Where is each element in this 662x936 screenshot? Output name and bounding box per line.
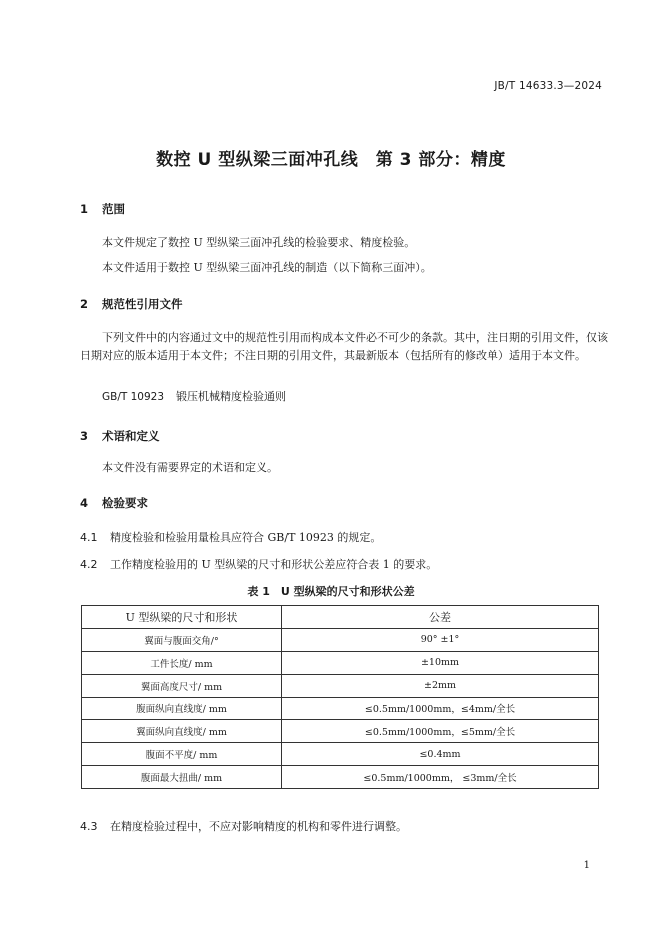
section-3-number: 3: [80, 429, 89, 443]
section-3-paragraph-1: 本文件没有需要界定的术语和定义。: [102, 461, 278, 474]
reference-title: 锻压机械精度检验通则: [176, 390, 287, 403]
section-4-title: 检验要求: [102, 496, 148, 510]
section-2-number: 2: [80, 297, 89, 311]
table-row: [82, 743, 599, 766]
table-caption: 表 1 U 型纵梁的尺寸和形状公差: [247, 585, 415, 598]
table-cell-item: 腹面纵向直线度/ mm: [82, 697, 282, 720]
table-cell-tolerance: ≤0.5mm/1000mm， ≤3mm/全长: [282, 766, 599, 789]
table-cell-item: 腹面不平度/ mm: [82, 743, 282, 766]
section-1-paragraph-2: 本文件适用于数控 U 型纵梁三面冲孔线的制造（以下简称三面冲）。: [102, 261, 432, 274]
table-cell-item: 腹面最大扭曲/ mm: [82, 766, 282, 789]
clause-4-1: [80, 529, 381, 545]
clause-4-3: [80, 818, 407, 834]
section-2-paragraph-1: 下列文件中的内容通过文中的规范性引用而构成本文件必不可少的条款。其中，注日期的引用文件，仅该日期对应的版本适用于本文件；不注日期的引用文件，其最新版本（包括所有的修改单）适用于本文件。: [80, 331, 608, 362]
page-number: 1: [583, 860, 590, 871]
table-row: [82, 651, 599, 674]
table-cell-tolerance: ±2mm: [282, 674, 599, 697]
clause-4-1-text: 精度检验和检验用量检具应符合 GB/T 10923 的规定。: [110, 531, 382, 544]
section-1-paragraph-1: 本文件规定了数控 U 型纵梁三面冲孔线的检验要求、精度检验。: [102, 236, 416, 249]
table-header-cell: 公差: [282, 606, 599, 629]
table-cell-tolerance: ≤0.5mm/1000mm，≤5mm/全长: [282, 720, 599, 743]
section-3-heading: [80, 428, 160, 444]
table-cell-item: 工件长度/ mm: [82, 651, 282, 674]
section-2-heading: [80, 296, 183, 312]
clause-4-3-number: 4.3: [80, 820, 98, 833]
tolerance-table: [81, 605, 599, 789]
standard-number: JB/T 14633.3—2024: [494, 80, 602, 92]
table-header-row: [82, 606, 599, 629]
table-cell-tolerance: ≤0.5mm/1000mm，≤4mm/全长: [282, 697, 599, 720]
table-header-cell: U 型纵梁的尺寸和形状: [82, 606, 282, 629]
table-cell-item: 翼面高度尺寸/ mm: [82, 674, 282, 697]
reference-code: GB/T 10923: [102, 391, 165, 403]
section-3-title: 术语和定义: [102, 429, 160, 443]
table-row: [82, 697, 599, 720]
normative-reference: [102, 388, 286, 406]
clause-4-1-number: 4.1: [80, 531, 98, 544]
table-cell-tolerance: ±10mm: [282, 651, 599, 674]
clause-4-2: [80, 556, 437, 572]
table-row: [82, 766, 599, 789]
section-4-heading: [80, 495, 148, 511]
table-cell-item: 翼面纵向直线度/ mm: [82, 720, 282, 743]
section-2-title: 规范性引用文件: [102, 297, 183, 311]
table-cell-tolerance: 90° ±1°: [282, 629, 599, 652]
section-4-number: 4: [80, 496, 89, 510]
document-title: 数控 U 型纵梁三面冲孔线 第 3 部分：精度: [156, 150, 506, 170]
clause-4-3-text: 在精度检验过程中，不应对影响精度的机构和零件进行调整。: [110, 820, 407, 833]
section-1-number: 1: [80, 202, 89, 216]
table-row: [82, 629, 599, 652]
section-1-heading: [80, 201, 125, 217]
table-cell-tolerance: ≤0.4mm: [282, 743, 599, 766]
table-cell-item: 翼面与腹面交角/°: [82, 629, 282, 652]
table-row: [82, 720, 599, 743]
table-row: [82, 674, 599, 697]
clause-4-2-text: 工作精度检验用的 U 型纵梁的尺寸和形状公差应符合表 1 的要求。: [110, 558, 438, 571]
clause-4-2-number: 4.2: [80, 558, 98, 571]
section-1-title: 范围: [102, 202, 125, 216]
